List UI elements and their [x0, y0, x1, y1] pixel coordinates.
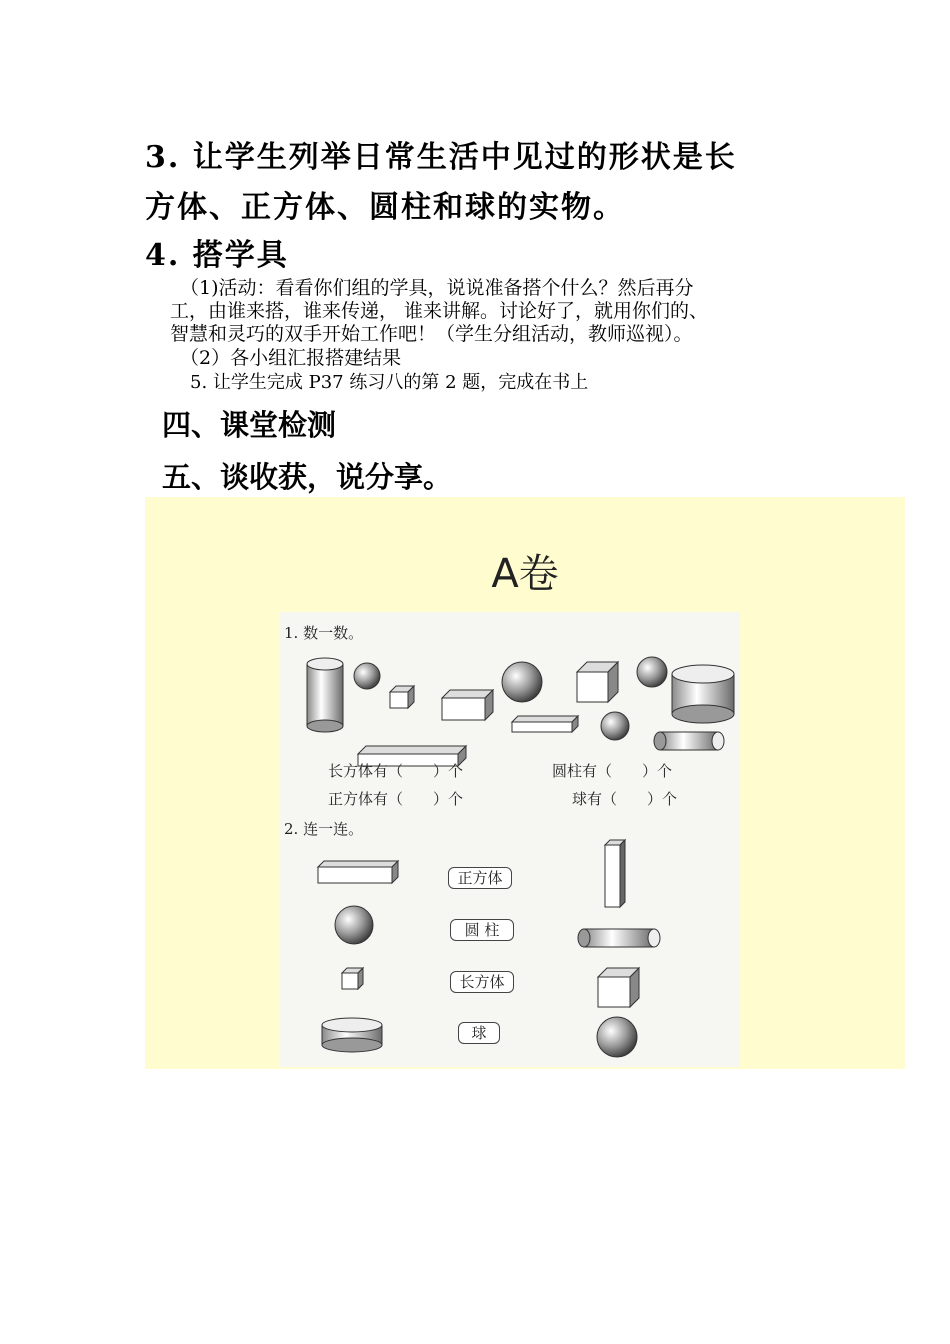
cylinder-2 [672, 665, 734, 723]
cuboid-2 [512, 716, 578, 732]
item4-p2: （2）各小组汇报搭建结果 [180, 347, 402, 369]
q1-title: 1. 数一数。 [284, 624, 364, 642]
q1-cuboid-count: 长方体有（ ）个 [328, 762, 464, 780]
sphere-2 [502, 662, 542, 702]
q2-sphere [335, 906, 373, 944]
q1-cylinder-count: 圆柱有（ ）个 [552, 762, 673, 780]
item3-line2: 方体、正方体、圆柱和球的实物。 [145, 190, 625, 225]
q2-cylinder [322, 1018, 382, 1052]
q2-label-cube: 正方体 [448, 867, 512, 889]
cylinder-lying [654, 732, 724, 750]
q1-sphere-count: 球有（ ）个 [572, 790, 678, 808]
q2-label-cuboid: 长方体 [450, 971, 514, 993]
item4-p1-line3: 智慧和灵巧的双手开始工作吧！（学生分组活动，教师巡视）。 [170, 323, 693, 345]
test-panel [145, 497, 905, 1069]
sphere-3 [637, 657, 667, 687]
q2-tall-cuboid [605, 840, 625, 907]
q2-label-cylinder: 圆 柱 [450, 919, 514, 941]
item3-line1: 3. 让学生列举日常生活中见过的形状是长 [145, 140, 737, 175]
item4-p1-line1: （1)活动：看看你们组的学具，说说准备搭个什么？然后再分 [180, 277, 694, 299]
item4-heading: 4. 搭学具 [145, 238, 289, 273]
item5: 5. 让学生完成 P37 练习八的第 2 题，完成在书上 [190, 372, 589, 393]
sphere-4 [601, 712, 629, 740]
cube-large [577, 662, 618, 702]
q2-cube-small [342, 968, 363, 989]
section-heading-4: 四、课堂检测 [162, 408, 337, 442]
section-heading-5: 五、谈收获，说分享。 [162, 460, 453, 494]
cylinder-1 [307, 658, 343, 732]
q2-cuboid [318, 861, 398, 883]
q2-title: 2. 连一连。 [284, 820, 364, 838]
cuboid-1 [442, 690, 493, 720]
sphere-1 [354, 663, 380, 689]
q1-cube-count: 正方体有（ ）个 [328, 790, 464, 808]
worksheet-image [280, 612, 740, 1067]
panel-title: A卷 [491, 551, 559, 597]
q2-lying-cylinder [578, 929, 660, 947]
q2-label-sphere: 球 [458, 1022, 500, 1044]
q2-sphere-2 [597, 1017, 637, 1057]
item4-p1-line2: 工，由谁来搭，谁来传递， 谁来讲解。讨论好了，就用你们的、 [170, 300, 709, 322]
q2-cube-large [598, 968, 639, 1007]
cube-small [390, 686, 414, 708]
